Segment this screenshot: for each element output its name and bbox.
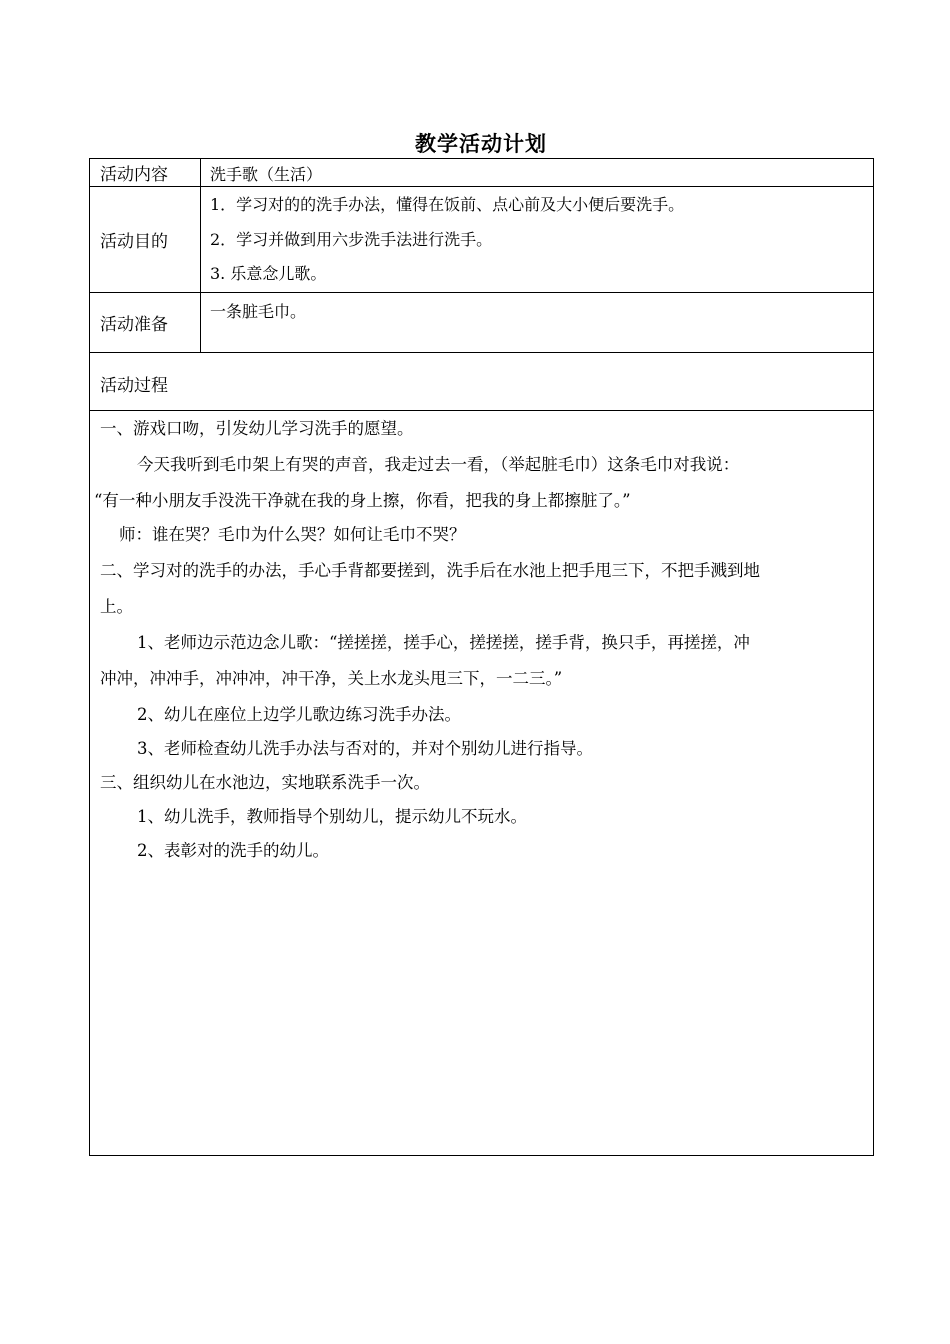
prep-value: 一条脏毛巾。 bbox=[210, 302, 307, 321]
process-line: 3、老师检查幼儿洗手办法与否对的，并对个别幼儿进行指导。 bbox=[137, 739, 593, 758]
process-line: 二、学习对的洗手的办法，手心手背都要搓到，洗手后在水池上把手甩三下，不把手溅到地 bbox=[100, 561, 760, 580]
goal-item: 1．学习对的的洗手办法，懂得在饭前、点心前及大小便后要洗手。 bbox=[210, 195, 685, 214]
content-value: 洗手歌（生活） bbox=[210, 165, 323, 184]
process-line: 2、表彰对的洗手的幼儿。 bbox=[137, 841, 329, 860]
prep-label: 活动准备 bbox=[90, 293, 201, 352]
process-label: 活动过程 bbox=[100, 376, 168, 396]
activity-plan-table bbox=[89, 158, 874, 1156]
process-line: 三、组织幼儿在水池边，实地联系洗手一次。 bbox=[100, 773, 430, 792]
prep-row bbox=[90, 293, 873, 353]
content-row bbox=[90, 159, 873, 187]
process-line: 一、游戏口吻，引发幼儿学习洗手的愿望。 bbox=[100, 419, 414, 438]
process-header-row bbox=[90, 353, 873, 411]
goals-label: 活动目的 bbox=[90, 187, 201, 292]
document-title: 教学活动计划 bbox=[415, 132, 547, 156]
process-line: 1、幼儿洗手，教师指导个别幼儿，提示幼儿不玩水。 bbox=[137, 807, 527, 826]
process-line: 上。 bbox=[100, 597, 133, 616]
goal-item: 3. 乐意念儿歌。 bbox=[210, 264, 327, 283]
process-line: 2、幼儿在座位上边学儿歌边练习洗手办法。 bbox=[137, 705, 461, 724]
process-line: 师：谁在哭？毛巾为什么哭？如何让毛巾不哭？ bbox=[119, 525, 466, 544]
content-label: 活动内容 bbox=[90, 159, 201, 186]
process-line: 冲冲，冲冲手，冲冲冲，冲干净，关上水龙头甩三下，一二三。” bbox=[100, 669, 563, 688]
process-line: 1、老师边示范边念儿歌：“搓搓搓，搓手心，搓搓搓，搓手背，换只手，再搓搓，冲 bbox=[137, 633, 750, 652]
goal-item: 2．学习并做到用六步洗手法进行洗手。 bbox=[210, 230, 493, 249]
process-line: 今天我听到毛巾架上有哭的声音，我走过去一看，（举起脏毛巾）这条毛巾对我说： bbox=[137, 455, 740, 474]
process-line: “有一种小朋友手没洗干净就在我的身上擦，你看，把我的身上都擦脏了。” bbox=[94, 491, 631, 510]
process-body bbox=[90, 411, 873, 1155]
goals-row bbox=[90, 187, 873, 293]
